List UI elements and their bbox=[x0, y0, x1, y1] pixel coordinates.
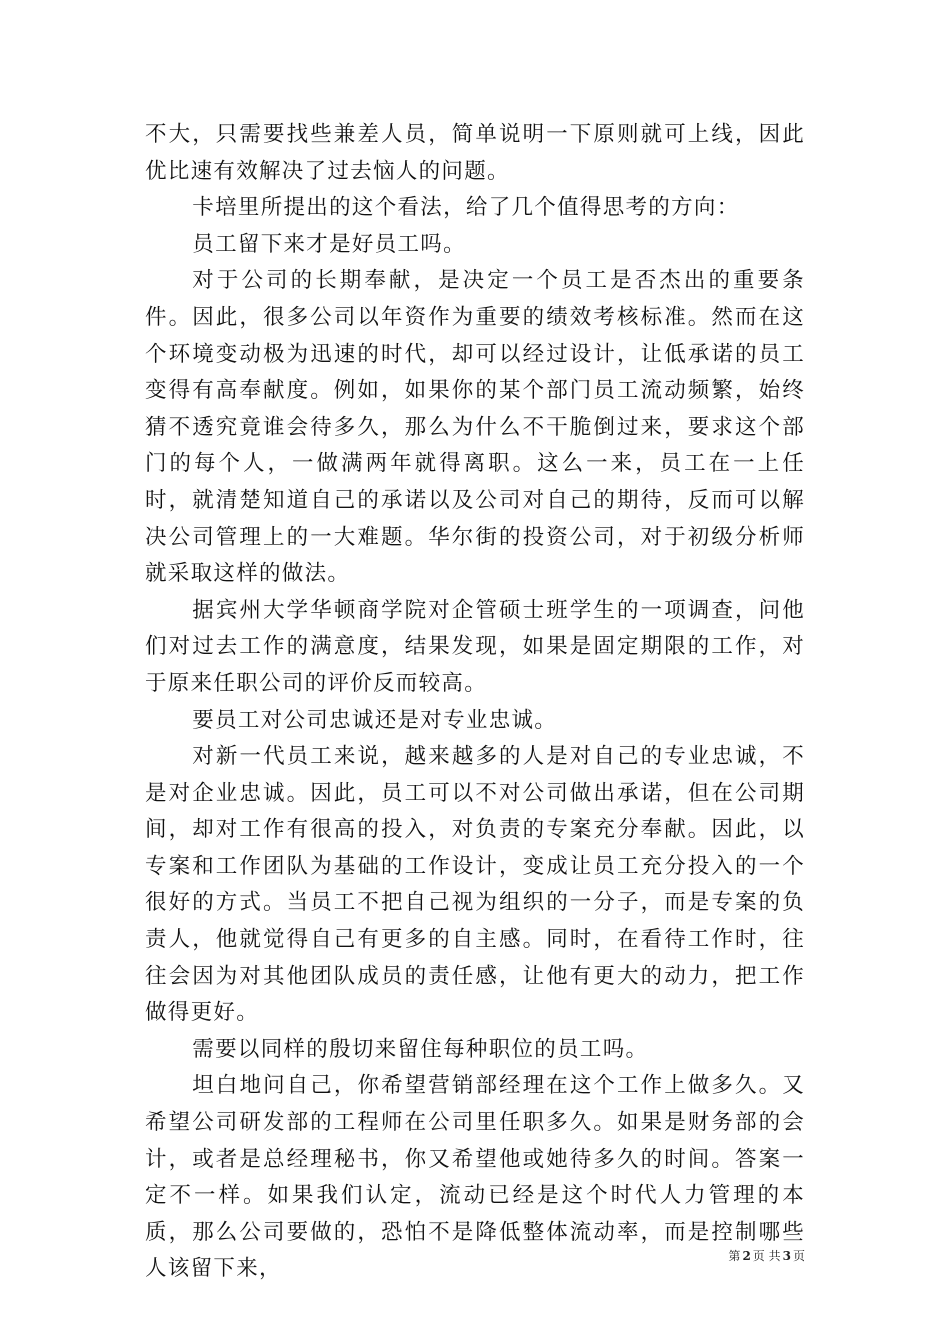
paragraph-continuation: 不大，只需要找些兼差人员，简单说明一下原则就可上线，因此优比速有效解决了过去恼人的问题。 bbox=[145, 122, 805, 184]
footer-page-number: 2 bbox=[742, 1249, 751, 1263]
paragraph: 对新一代员工来说，越来越多的人是对自己的专业忠诚，不是对企业忠诚。因此，员工可以不对公司做出承诺，但在公司期间，却对工作有很高的投入，对负责的专案充分奉献。因此，以专案和工作团队为基础的工作设计，变成让员工充分投入的一个很好的方式。当员工不把自己视为组织的一分子，而是专案的负责人，他就觉得自己有更多的自主感。同时，在看待工作时，往往会因为对其他团队成员的责任感，让他有更大的动力，把工作做得更好。 bbox=[145, 744, 805, 1026]
footer-middle: 页 共 bbox=[752, 1249, 781, 1263]
paragraph: 据宾州大学华顿商学院对企管硕士班学生的一项调查，问他们对过去工作的满意度，结果发现，如果是固定期限的工作，对于原来任职公司的评价反而较高。 bbox=[145, 597, 805, 696]
paragraph-heading: 要员工对公司忠诚还是对专业忠诚。 bbox=[192, 707, 558, 733]
paragraph: 卡培里所提出的这个看法，给了几个值得思考的方向： bbox=[192, 195, 740, 221]
page-footer bbox=[728, 1248, 805, 1264]
footer-suffix: 页 bbox=[792, 1249, 805, 1263]
footer-total-pages: 3 bbox=[782, 1249, 791, 1263]
paragraph: 坦白地问自己，你希望营销部经理在这个工作上做多久。又希望公司研发部的工程师在公司里任职多久。如果是财务部的会计，或者是总经理秘书，你又希望他或她待多久的时间。答案一定不一样。如果我们认定，流动已经是这个时代人力管理的本质，那么公司要做的，恐怕不是降低整体流动率，而是控制哪些人该留下来， bbox=[145, 1073, 805, 1282]
footer-prefix: 第 bbox=[728, 1249, 741, 1263]
document-body bbox=[145, 117, 805, 1288]
paragraph-heading: 员工留下来才是好员工吗。 bbox=[192, 231, 466, 257]
paragraph-heading: 需要以同样的殷切来留住每种职位的员工吗。 bbox=[192, 1036, 649, 1062]
paragraph: 对于公司的长期奉献，是决定一个员工是否杰出的重要条件。因此，很多公司以年资作为重要的绩效考核标准。然而在这个环境变动极为迅速的时代，却可以经过设计，让低承诺的员工变得有高奉献度。例如，如果你的某个部门员工流动频繁，始终猜不透究竟谁会待多久，那么为什么不干脆倒过来，要求这个部门的每个人，一做满两年就得离职。这么一来，员工在一上任时，就清楚知道自己的承诺以及公司对自己的期待，反而可以解决公司管理上的一大难题。华尔街的投资公司，对于初级分析师就采取这样的做法。 bbox=[145, 268, 805, 587]
